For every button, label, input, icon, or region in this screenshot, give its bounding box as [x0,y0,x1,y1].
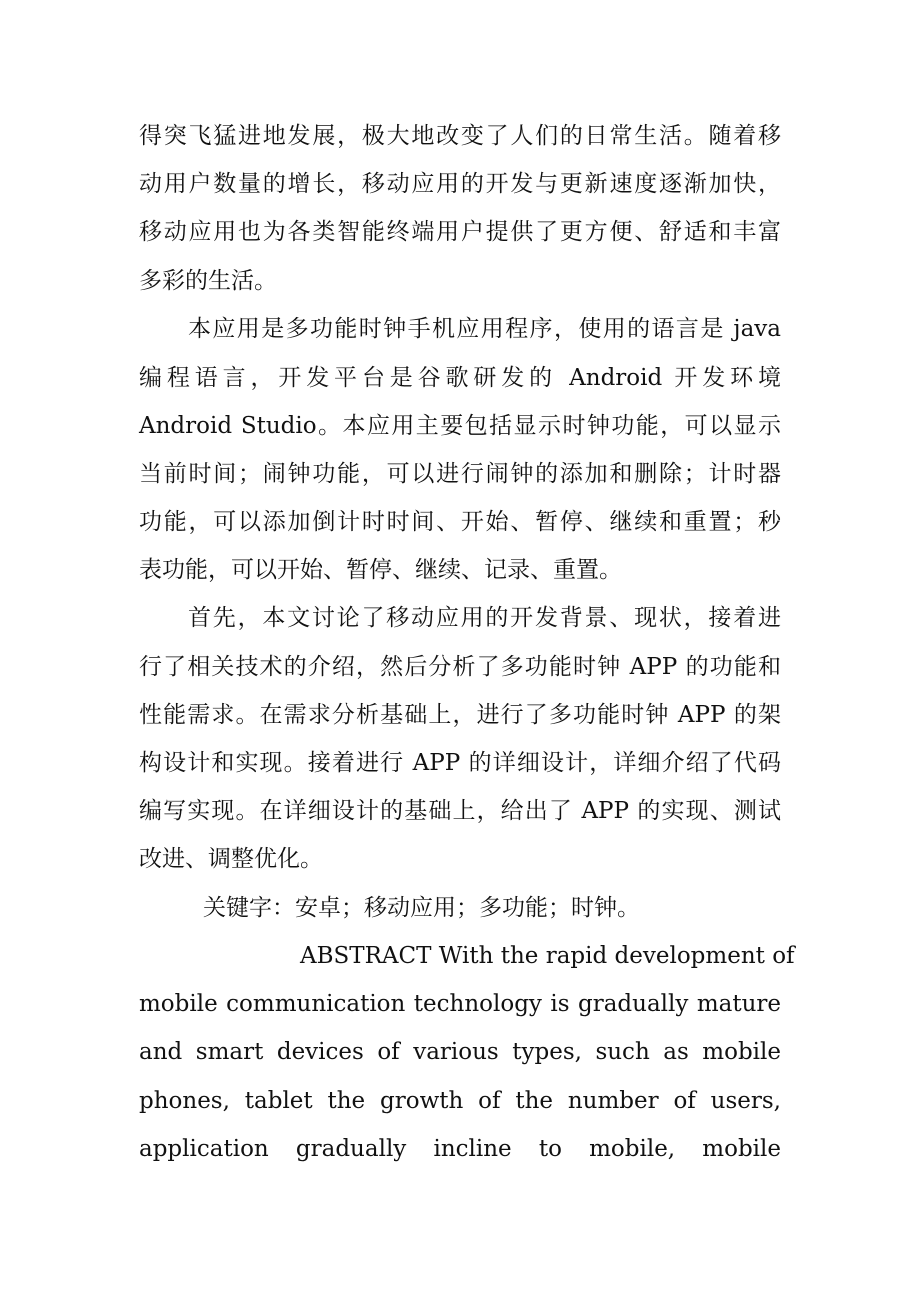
paragraph-line: mobile communication technology is gradually mature [139,991,781,1017]
paragraph-line: 得突飞猛进地发展，极大地改变了人们的日常生活。随着移 [139,123,781,149]
paragraph-line: phones, tablet the growth of the number of users, [139,1088,781,1114]
paragraph-line: 行了相关技术的介绍，然后分析了多功能时钟 APP 的功能和 [139,654,781,680]
paragraph-line: 表功能，可以开始、暂停、继续、记录、重置。 [139,557,622,583]
paragraph-line: 编写实现。在详细设计的基础上，给出了 APP 的实现、测试 [139,798,781,824]
paragraph-line: 首先，本文讨论了移动应用的开发背景、现状，接着进 [188,605,781,631]
paragraph-line: application gradually incline to mobile, mobile [139,1136,781,1162]
keywords-line: 关键字：安卓；移动应用；多功能；时钟。 [203,895,640,921]
paragraph-line: 性能需求。在需求分析基础上，进行了多功能时钟 APP 的架 [139,702,781,728]
paragraph-line: 动用户数量的增长，移动应用的开发与更新速度逐渐加快， [139,171,781,197]
abstract-heading-line: ABSTRACT With the rapid development of [300,943,795,969]
paragraph-line: 构设计和实现。接着进行 APP 的详细设计，详细介绍了代码 [139,750,781,776]
paragraph-line: 当前时间；闹钟功能，可以进行闹钟的添加和删除；计时器 [139,461,781,487]
paragraph-line: 移动应用也为各类智能终端用户提供了更方便、舒适和丰富 [139,219,781,245]
paragraph-line: Android Studio。本应用主要包括显示时钟功能，可以显示 [139,413,781,439]
paragraph-line: 功能，可以添加倒计时时间、开始、暂停、继续和重置；秒 [139,509,781,535]
paragraph-line: 改进、调整优化。 [139,846,323,872]
paragraph-line: 本应用是多功能时钟手机应用程序，使用的语言是 java [188,316,781,342]
paragraph-line: and smart devices of various types, such as mobile [139,1039,781,1065]
paragraph-line: 编程语言，开发平台是谷歌研发的 Android 开发环境 [139,365,781,391]
paragraph-line: 多彩的生活。 [139,268,277,294]
